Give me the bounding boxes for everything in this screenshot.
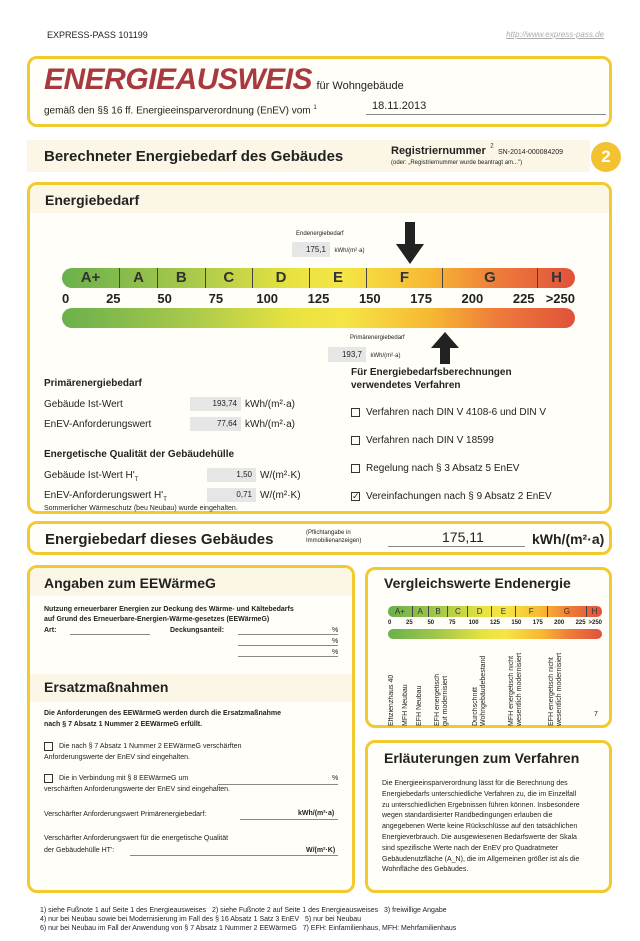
title-box <box>27 56 612 127</box>
eewaerme-desc-1: Nutzung erneuerbarer Energien zur Deckung des Wärme- und Kältebedarfs <box>44 606 294 613</box>
ersatz-option-2: Die in Verbindung mit § 8 EEWärmeG um <box>59 775 189 782</box>
ersatz-option-1-cont: Anforderungswerte der EnEV sind eingehalten. <box>44 754 190 761</box>
page-number-badge: 2 <box>591 142 621 172</box>
label-text: EnEV-Anforderungswert <box>44 419 152 430</box>
scale-tick: 0 <box>62 291 70 306</box>
art-label: Art: <box>44 627 57 634</box>
comparison-ticks <box>388 619 602 627</box>
ersatz-option-1: Die nach § 7 Absatz 1 Nummer 2 EEWärmeG verschärften <box>59 743 242 750</box>
primary-energy-label: Primärenergiebedarf <box>350 335 405 341</box>
scale-tick: 175 <box>532 620 543 626</box>
explanation-line: sind spezifische Werte nach der EnEV pro Quadratmeter <box>382 844 559 852</box>
scale-tick: 75 <box>448 620 456 626</box>
summary-box <box>27 521 612 555</box>
scale-tick: 100 <box>256 291 279 306</box>
comparison-reference: EFH Neubau <box>416 685 423 726</box>
comparison-reference: EFH energetisch gut modernisiert <box>434 673 449 726</box>
option-label: Vereinfachungen nach § 9 Absatz 2 EnEV <box>366 491 552 502</box>
percent-1: % <box>332 627 339 634</box>
class-Aplus: A+ <box>80 269 101 286</box>
scale-tick: 50 <box>157 291 172 306</box>
ersatz-ht-label-2: der Gebäudehülle HT': <box>44 847 115 854</box>
scale-tick: 125 <box>307 291 330 306</box>
value-field: 193,74 <box>190 397 241 411</box>
art-field[interactable] <box>70 634 150 635</box>
value-unit: W/(m²·K) <box>260 470 301 481</box>
checkbox[interactable] <box>351 408 360 417</box>
document-subtitle: für Wohngebäude <box>316 80 404 92</box>
comparison-reference: Durchschnitt Wohngebäudebestand <box>472 655 487 726</box>
value-label <box>44 469 138 482</box>
class-H: H <box>586 606 602 617</box>
ersatz-prim-unit: kWh/(m²·a) <box>298 810 335 817</box>
ersatz-prim-label: Verschärfter Anforderungswert Primärenergiebedarf: <box>44 811 207 818</box>
footnote: 6) nur bei Neubau im Fall der Anwendung von § 7 Absatz 1 Nummer 2 EEWärmeG 7) EFH: Einfamilienhaus, MFH: Mehrfamilienhaus <box>40 925 457 932</box>
explanation-line: wegen standardisierter Randbedingungen erlauben die <box>382 812 553 820</box>
label-text: Gebäude Ist-Wert <box>44 399 123 410</box>
scale-tick: 150 <box>358 291 381 306</box>
footnote: 1) siehe Fußnote 1 auf Seite 1 des Energieausweises 2) siehe Fußnote 2 auf Seite 1 des Energieausweises 3) freiwillige Angabe <box>40 907 447 914</box>
document-title: ENERGIEAUSWEIS <box>44 63 313 96</box>
class-G: G <box>547 606 587 617</box>
eewaerme-desc-2: auf Grund des Erneuerbare-Energien-Wärme-gesetzes (EEWärmeG) <box>44 616 270 623</box>
end-energy-value: 175,1 <box>292 242 330 257</box>
summary-title: Energiebedarf dieses Gebäudes <box>45 531 274 548</box>
value-field: 0,71 <box>207 488 256 502</box>
ersatz-ht-label-1: Verschärfter Anforderungswert für die energetische Qualität <box>44 835 229 842</box>
option-label: Verfahren nach DIN V 4108-6 und DIN V <box>366 407 547 418</box>
class-C: C <box>447 606 467 617</box>
value-label <box>44 398 123 411</box>
pass-id: EXPRESS-PASS 101199 <box>47 30 148 40</box>
class-B: B <box>157 268 205 288</box>
class-Aplus: A+ <box>394 607 405 616</box>
section-title: Berechneter Energiebedarf des Gebäudes <box>44 148 344 165</box>
summary-unit: kWh/(m²·a) <box>532 531 605 547</box>
energiebedarf-title: Energiebedarf <box>45 192 140 208</box>
deckungsanteil-field-2[interactable] <box>238 645 338 646</box>
value-field: 77,64 <box>190 417 241 431</box>
option-label: Regelung nach § 3 Absatz 5 EnEV <box>366 463 520 474</box>
deckungsanteil-field-3[interactable] <box>238 656 338 657</box>
scale-tick: 25 <box>406 620 413 626</box>
end-energy-unit: kWh/(m²·a) <box>334 248 365 254</box>
explanation-line: Energiebedarfs unterschiedliche Verfahren zu, die im Einzelfall <box>382 790 577 798</box>
eewaerme-title: Angaben zum EEWärmeG <box>44 575 216 591</box>
comparison-reference: MFH Neubau <box>402 684 409 726</box>
end-energy-label: Endenergiebedarf <box>296 231 344 237</box>
explanation-line: Die Energieeinsparverordnung lässt für die Berechnung des <box>382 780 568 787</box>
percent-3: % <box>332 649 339 656</box>
scale-tick: 225 <box>512 291 535 306</box>
scale-tick: 75 <box>208 291 224 306</box>
class-F: F <box>515 606 547 617</box>
summer-protection-note: Sommerlicher Wärmeschutz (beu Neubau) wurde eingehalten. <box>44 505 238 512</box>
vergleich-title: Vergleichswerte Endenergie <box>384 575 571 591</box>
vergleich-box <box>365 567 612 728</box>
value-label <box>44 418 151 431</box>
footnote: 4) nur bei Neubau sowie bei Modernisierung im Fall des § 16 Absatz 1 Satz 3 EnEV 5) nur bei Neubau <box>40 916 362 923</box>
scale-tick: 175 <box>410 291 432 306</box>
energy-gradient-bar <box>62 308 575 328</box>
ersatz-percent: % <box>332 775 339 782</box>
checked-checkbox[interactable]: ✓ <box>352 490 360 501</box>
energy-scale <box>62 268 575 288</box>
vergleich-footnote: 7 <box>594 711 598 718</box>
ersatz-ht-unit: W/(m²·K) <box>306 847 336 854</box>
comparison-reference: Effizienzhaus 40 <box>388 674 395 726</box>
website-link[interactable]: http://www.express-pass.de <box>506 30 604 39</box>
scale-tick: 0 <box>388 620 392 626</box>
registration-note: (oder: „Registriernummer wurde beantragt am...") <box>391 160 523 166</box>
ersatz-desc-1: Die Anforderungen des EEWärmeG werden durch die Ersatzmaßnahme <box>44 710 282 717</box>
verfahren-option <box>351 462 519 475</box>
class-B: B <box>428 606 448 617</box>
label-subscript: T <box>134 477 139 483</box>
scale-tick: 25 <box>106 291 121 306</box>
primaer-title: Primärenergiebedarf <box>44 378 142 389</box>
scale-tick: 225 <box>575 620 586 626</box>
class-A: A <box>119 268 157 288</box>
ersatz-percent-field[interactable] <box>218 784 338 785</box>
class-D: D <box>467 606 491 617</box>
option-label: Verfahren nach DIN V 18599 <box>366 435 494 446</box>
scale-tick: 150 <box>511 620 522 626</box>
primary-energy-value: 193,7 <box>328 347 366 362</box>
class-E: E <box>491 606 515 617</box>
value-label <box>44 489 167 502</box>
scale-tick: 50 <box>427 620 435 626</box>
primary-energy-unit: kWh/(m²·a) <box>370 353 401 359</box>
erlaeuterung-title: Erläuterungen zum Verfahren <box>384 750 580 766</box>
scale-tick: 200 <box>554 620 565 626</box>
label-subscript: T <box>163 497 167 503</box>
eewaerme-box <box>27 565 355 893</box>
verfahren-option <box>351 490 552 503</box>
scale-tick: 125 <box>489 620 501 626</box>
value-unit: W/(m²·K) <box>260 490 301 501</box>
verfahren-title-line2: verwendetes Verfahren <box>351 380 461 391</box>
explanation-line: Wohnfläche des Gebäudes. <box>382 866 469 874</box>
class-G: G <box>442 268 537 288</box>
explanation-line: Gebäudenutzfläche (A_N), die im Allgemeinen größer ist als die <box>382 855 580 863</box>
comparison-reference: MFH energetisch nicht wesentlich modernisiert <box>508 652 523 726</box>
verfahren-title-line1: Für Energiebedarfsberechnungen <box>351 367 512 378</box>
comparison-gradient-bar <box>388 629 602 639</box>
explanation-line: zu unterschiedlichen Ergebnissen führen können. Insbesondere <box>382 801 580 809</box>
ersatz-ht-field[interactable] <box>130 855 338 856</box>
percent-2: % <box>332 638 339 645</box>
label-text: EnEV-Anforderungswert H' <box>44 490 164 501</box>
verfahren-option <box>351 406 546 419</box>
scale-tick: >250 <box>588 620 602 626</box>
value-field: 1,50 <box>207 468 256 482</box>
registration-number: SN-2014-000084209 <box>498 149 564 156</box>
class-F: F <box>366 268 442 288</box>
registration-label: Registriernummer <box>391 145 486 157</box>
class-D: D <box>252 268 309 288</box>
class-A: A <box>412 606 428 617</box>
primary-energy-arrow <box>431 332 459 364</box>
explanation-line: angegebenen Werte keine Rückschlüsse auf den tatsächlichen <box>382 823 578 831</box>
class-H: H <box>537 268 575 288</box>
class-C: C <box>205 268 253 288</box>
summary-value: 175,11 <box>442 529 484 545</box>
ersatz-title: Ersatzmaßnahmen <box>44 679 169 695</box>
value-unit: kWh/(m²·a) <box>245 399 295 410</box>
scale-tick: >250 <box>545 291 575 306</box>
comparison-scale <box>388 606 602 617</box>
summary-note-1: (Pflichtangabe in <box>306 530 351 536</box>
ersatz-option-2-checkbox[interactable] <box>44 774 53 783</box>
scale-tick: 200 <box>461 291 484 306</box>
ersatz-desc-2: nach § 7 Absatz 1 Nummer 2 EEWärmeG erfüllt. <box>44 721 203 728</box>
scale-tick: 100 <box>468 620 479 626</box>
deckungsanteil-field-1[interactable] <box>238 634 338 635</box>
verfahren-title <box>351 366 512 392</box>
ersatz-option-2-cont: verschärften Anforderungswerte der EnEV sind eingehalten. <box>44 786 231 793</box>
ersatz-prim-field[interactable] <box>240 819 338 820</box>
explanation-line: Energieverbrauch. Die ausgewiesenen Bedarfswerte der Skala <box>382 833 577 841</box>
ersatz-option-1-checkbox[interactable] <box>44 742 53 751</box>
scale-ticks <box>62 291 575 307</box>
law-reference: gemäß den §§ 16 ff. Energieeinsparverordnung (EnEV) vom <box>44 105 311 117</box>
summary-note-2: Immobilienanzeigen) <box>306 538 362 544</box>
label-text: Gebäude Ist-Wert H' <box>44 470 135 481</box>
checkbox[interactable] <box>351 464 360 473</box>
issue-date: 18.11.2013 <box>372 100 427 112</box>
footnote-ref: 1 <box>313 105 317 111</box>
deckungsanteil-label: Deckungsanteil: <box>170 627 225 634</box>
huelle-title: Energetische Qualität der Gebäudehülle <box>44 449 235 460</box>
end-energy-arrow <box>396 222 424 264</box>
footnote-ref: 2 <box>490 143 494 150</box>
checkbox[interactable] <box>351 436 360 445</box>
class-E: E <box>309 268 366 288</box>
erlaeuterung-box <box>365 740 612 893</box>
value-unit: kWh/(m²·a) <box>245 419 295 430</box>
comparison-reference: EFH energetisch nicht wesentlich modernisiert <box>548 652 563 726</box>
verfahren-option <box>351 434 494 447</box>
